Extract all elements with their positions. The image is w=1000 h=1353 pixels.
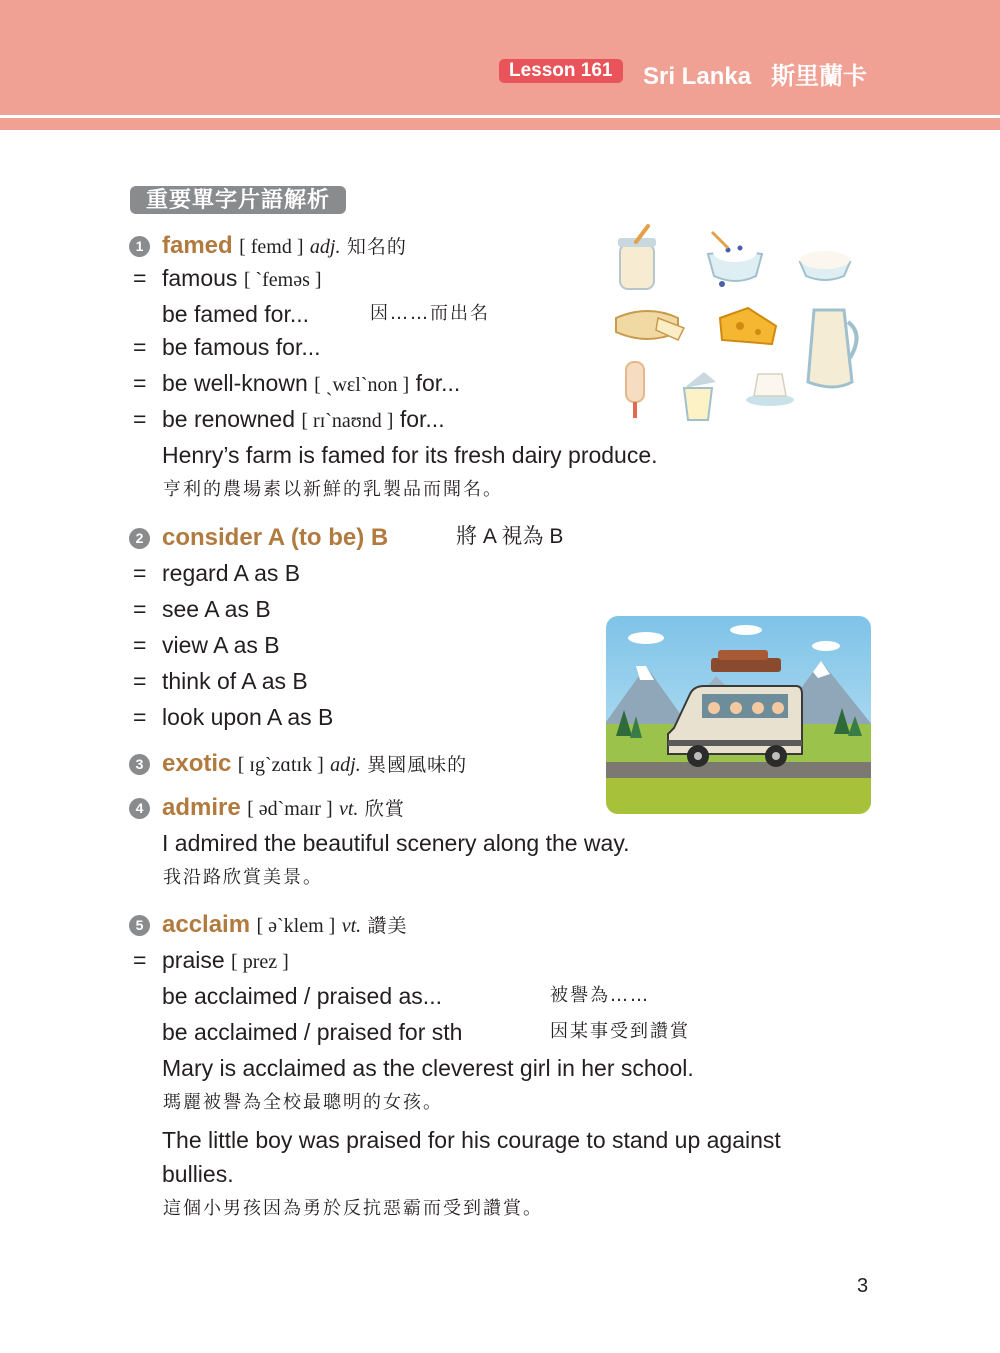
example-sentence-continued: bullies. <box>162 1161 234 1187</box>
example-sentence: Mary is acclaimed as the cleverest girl in her school. <box>162 1055 694 1081</box>
entry-headline <box>162 749 467 779</box>
lesson-title <box>643 56 867 91</box>
synonym-text: be well-known <box>162 370 308 396</box>
header-divider <box>0 118 1000 130</box>
part-of-speech: vt. <box>341 915 362 937</box>
yogurt-jar-icon <box>618 226 656 289</box>
example-sentence: I admired the beautiful scenery along the way. <box>162 830 630 856</box>
part-of-speech: adj. <box>330 754 361 776</box>
example-translation: 這個小男孩因為勇於反抗惡霸而受到讚賞。 <box>163 1198 543 1219</box>
road-trip-scene <box>606 616 871 814</box>
equals-sign: = <box>133 560 147 586</box>
phrase-meaning: 因……而出名 <box>370 303 490 324</box>
example-sentence: Henry’s farm is famed for its fresh dairy produce. <box>162 442 658 468</box>
example-sentence: The little boy was praised for his courage to stand up against <box>162 1127 781 1153</box>
headword: exotic <box>162 750 232 777</box>
meaning: 欣賞 <box>364 798 405 820</box>
meaning: 知名的 <box>346 236 407 258</box>
equals-sign: = <box>133 632 147 658</box>
example-translation: 我沿路欣賞美景。 <box>163 867 323 888</box>
headword: admire <box>162 794 241 821</box>
equals-sign: = <box>133 947 147 973</box>
example-translation: 瑪麗被譽為全校最聰明的女孩。 <box>163 1092 443 1113</box>
equals-sign: = <box>133 334 147 360</box>
phrase: be famed for... <box>162 301 310 327</box>
headword: famed <box>162 232 233 259</box>
entry-number: 5 <box>129 915 150 936</box>
equals-sign: = <box>133 265 147 291</box>
meaning: 將 A 視為 B <box>456 525 564 548</box>
synonym <box>162 264 322 294</box>
synonym <box>162 946 289 976</box>
synonym-text: for... <box>399 406 445 432</box>
synonym: view A as B <box>162 632 280 658</box>
synonym <box>162 369 460 399</box>
synonym: regard A as B <box>162 560 301 586</box>
phrase-meaning: 被譽為…… <box>550 985 650 1006</box>
synonym <box>162 405 445 435</box>
milk-jug-icon <box>808 310 857 387</box>
pronunciation: [ əˋklem ] <box>256 915 336 937</box>
section-label: 重要單字片語解析 <box>130 186 346 214</box>
entry-headline <box>162 910 408 940</box>
panna-cotta-icon <box>746 374 794 406</box>
entry-number: 3 <box>129 754 150 775</box>
ice-cream-bar-icon <box>626 362 644 418</box>
yogurt-cup-icon <box>684 372 716 420</box>
headword <box>162 523 388 552</box>
pronunciation: [ rɪˋnaʊnd ] <box>301 410 394 432</box>
equals-sign: = <box>133 668 147 694</box>
entry-headline <box>162 231 407 261</box>
cheese-wedge-icon <box>720 308 776 344</box>
cream-bowl-icon <box>708 232 762 287</box>
meaning: 異國風味的 <box>367 754 468 776</box>
headword-text: consider A (to be) B <box>162 524 389 551</box>
meaning: 讚美 <box>367 915 408 937</box>
phrase: be acclaimed / praised as... <box>162 983 442 1009</box>
lesson-title-zh: 斯里蘭卡 <box>771 63 868 90</box>
cheese-wheel-icon <box>616 311 684 340</box>
entry-number: 1 <box>129 236 150 257</box>
synonym-text: famous <box>162 265 238 291</box>
lesson-badge: Lesson 161 <box>499 59 623 83</box>
equals-sign: = <box>133 704 147 730</box>
synonym: look upon A as B <box>162 704 334 730</box>
pronunciation: [ femd ] <box>239 236 304 258</box>
road-trip-illustration <box>606 616 871 814</box>
phrase-meaning: 因某事受到讚賞 <box>550 1021 690 1042</box>
pronunciation: [ ˏwɛlˋnon ] <box>314 374 410 396</box>
pronunciation: [ prez ] <box>231 951 289 973</box>
equals-sign: = <box>133 406 147 432</box>
headword: acclaim <box>162 911 251 938</box>
page-number: 3 <box>857 1275 869 1297</box>
phrase: be acclaimed / praised for sth <box>162 1019 463 1045</box>
entry-number: 4 <box>129 798 150 819</box>
part-of-speech: vt. <box>339 798 359 820</box>
cottage-cheese-bowl-icon <box>800 251 850 280</box>
synonym: see A as B <box>162 596 271 622</box>
pronunciation: [ ɪgˋzɑtɪk ] <box>237 754 324 776</box>
equals-sign: = <box>133 596 147 622</box>
entry-headline <box>162 793 405 823</box>
pronunciation: [ ədˋmaɪr ] <box>247 798 333 820</box>
synonym: think of A as B <box>162 668 308 694</box>
synonym: be famous for... <box>162 334 321 360</box>
pronunciation: [ ˋfeməs ] <box>243 269 322 291</box>
example-translation: 亨利的農場素以新鮮的乳製品而聞名。 <box>163 479 503 500</box>
equals-sign: = <box>133 370 147 396</box>
part-of-speech: adj. <box>309 236 341 258</box>
lesson-title-en: Sri Lanka <box>643 63 752 90</box>
synonym-text: for... <box>415 370 461 396</box>
synonym-text: be renowned <box>162 406 295 432</box>
synonym-text: praise <box>162 947 225 973</box>
dairy-products-illustration <box>608 222 868 432</box>
entry-number: 2 <box>129 528 150 549</box>
